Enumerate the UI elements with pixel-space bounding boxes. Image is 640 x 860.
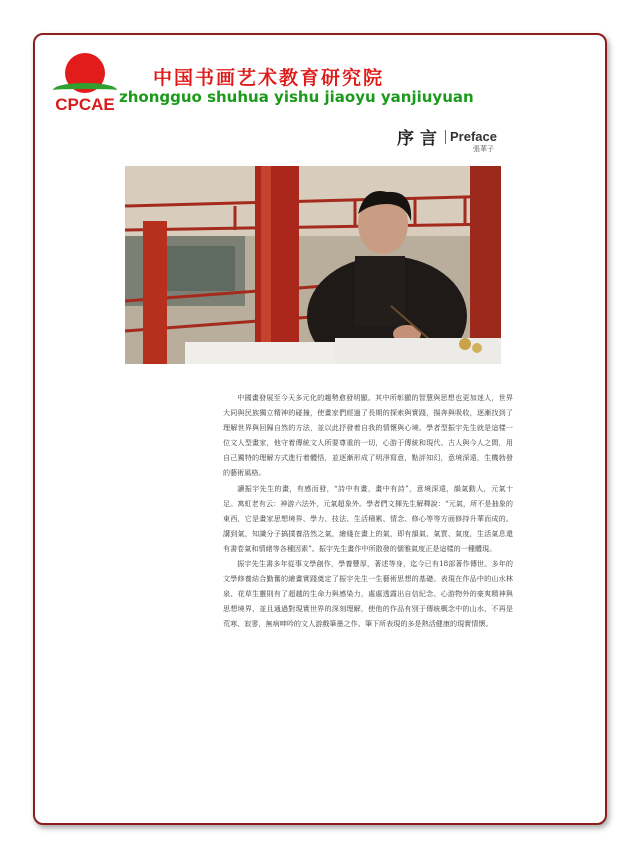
artist-painting-photo [125,166,501,364]
preface-body [223,390,513,632]
body-paragraph: 振宇先生書多年從事文學創作，學養豐厚，著述等身，迄今已有18部著作傳世。多年的文學修養結合勤奮的繪畫實踐奠定了振宇先生一生藝術思想的基礎。表現在作品中的山水林泉、花草生靈則有了超越的生命力與感染力，處處透露出自信紀念、心游物外的豪爽精神與思想境界，並且通過對現實世界的深刻理解，使他的作品有別于傳統概念中的山水，不再是荒寒、寂寥，無病呻吟的文人游戲筆墨之作。筆下所表現的多是熱活健康的現實情懷。 [223,559,513,629]
institute-title-cn: 中国书画艺术教育研究院 [153,67,385,89]
artist-photo [125,166,501,364]
body-paragraph: 中國畫發展至今天多元化的趨勢愈發明顯。其中所彰顯的智慧與思想也更加迷人，世界大同與民族獨立精神的碰撞，使畫家們經過了長期的探索與實踐，揚奔與吸收，逐漸找到了理解世界與回歸自然的方法，並以此抒發着自我的情懷與心境。學者型振宇先生就是這樣一位文人型畫家，他守着傳統文人所要尊重的一切，心游于傳統和現代、古人與今人之間，用自己獨特的理解方式進行着體悟，並逐漸形成了明淨寫意，點評知幻，意境深遠，生機勃發的藝術風格。 [223,393,513,478]
preface-title-cn: 序言 [397,129,444,149]
heading-divider [445,130,446,144]
body-paragraph: 讀振宇先生的畫，有感而發，“詩中有畫，畫中有詩”，意境深遠，韻氣動人，元氣十足。寓虹老有云：神游六法外，元氣超象外。學者們文揮先生解釋說：“元氣，所不是抽象的東西，它是畫家思想境界、學力、技法、生活積累、情念、修心等等方面修持升華而成的。講到氣，知識分子搞撲養浩然之氣，繪綫在畫上的氣，即有韻氣、氣質、氣度，生活氣息還有書卷氣和情緒等各種因素”。振宇先生畫作中所散發的儒雅氣度正是這樣的一種體現。 [223,483,513,553]
preface-author: 張華子 [473,145,494,153]
institute-title-pinyin: zhongguo shuhua yishu jiaoyu yanjiuyuan [119,88,474,106]
preface-title-en: Preface [450,129,497,144]
logo-text: CPCAE [55,95,115,114]
cpcae-logo [53,49,117,115]
page-frame [33,33,607,825]
